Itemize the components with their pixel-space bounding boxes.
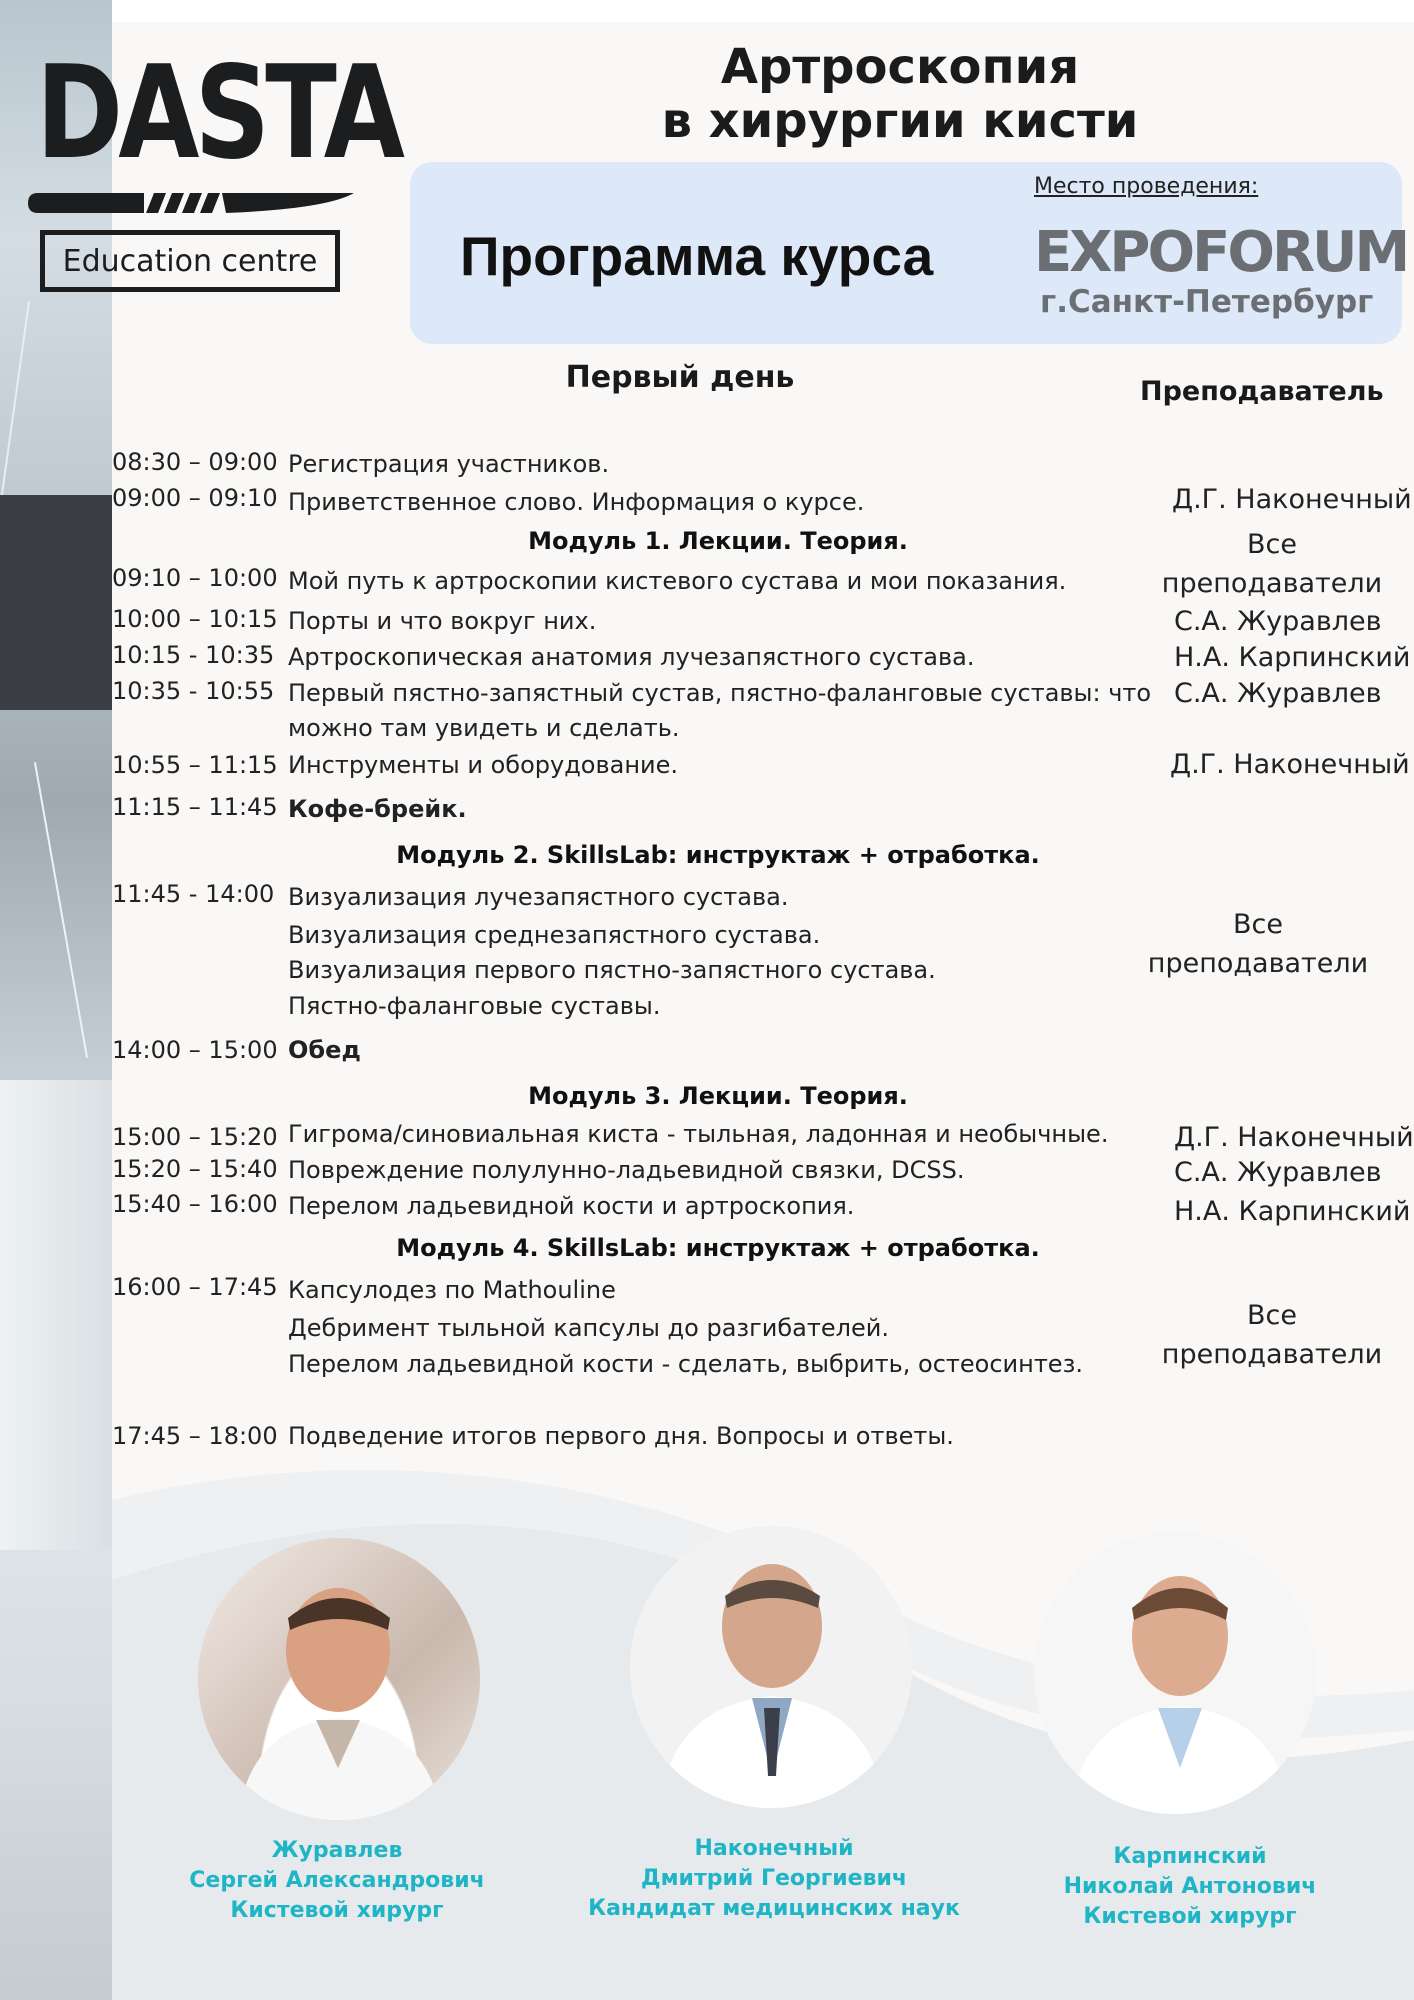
portrait-nakonechny [630,1526,912,1808]
activity: Первый пястно-запястный сустав, пястно-фаланговые суставы: что [288,679,1152,707]
faculty-card [147,1836,527,1926]
module-heading: Модуль 3. Лекции. Теория. [528,1082,908,1110]
activity: Капсулодез по Mathouline [288,1276,616,1304]
person-icon [1034,1532,1316,1814]
knife-icon [26,183,356,223]
faculty-name: Дмитрий Георгиевич [640,1866,908,1891]
program-banner [410,162,1408,344]
logo-brand: DASTA [36,39,401,188]
time-slot: 09:10 – 10:00 [112,564,278,592]
activity: Перелом ладьевидной кости и артроскопия. [288,1192,855,1220]
portrait-zhuravlev [198,1538,480,1820]
person-icon [630,1526,912,1808]
activity: Дебримент тыльной капсулы до разгибателей. [288,1314,889,1342]
activity: Инструменты и оборудование. [288,751,679,779]
coffee-break: Кофе-брейк. [288,795,467,823]
time-slot: 17:45 – 18:00 [112,1422,278,1450]
faculty-name: Николай Антонович [1063,1874,1317,1899]
teacher-name: С.А. Журавлев [1174,678,1382,709]
activity: Перелом ладьевидной кости - сделать, выбрить, остеосинтез. [288,1350,1083,1378]
activity: Регистрация участников. [288,450,610,478]
faculty-surname: Карпинский [1113,1844,1267,1869]
dasta-logo [22,39,401,305]
day-heading: Первый день [565,360,795,395]
activity: Визуализация первого пястно-запястного сустава. [288,956,936,984]
monitor-image [0,495,112,710]
activity: Подведение итогов первого дня. Вопросы и ответы. [288,1422,954,1450]
lunch: Обед [288,1036,361,1064]
time-slot: 15:20 – 15:40 [112,1155,278,1183]
module-heading: Модуль 1. Лекции. Теория. [528,527,908,555]
logo-subtitle: Education centre [40,230,340,292]
teacher-name: Н.А. Карпинский [1174,642,1411,673]
portrait-karpinsky [1034,1532,1316,1814]
faculty-card [1000,1842,1380,1932]
time-slot: 15:00 – 15:20 [112,1123,278,1151]
teacher-all: Все преподаватели [1161,529,1383,599]
time-slot: 15:40 – 16:00 [112,1190,278,1218]
faculty-surname: Наконечный [694,1836,854,1861]
venue-logo: EXPOFORUM [1034,220,1408,285]
time-slot: 10:00 – 10:15 [112,605,278,633]
teacher-all: Все преподаватели [1147,909,1369,979]
activity: Пястно-фаланговые суставы. [288,992,661,1020]
title-line-1: Артроскопия [720,39,1080,95]
teacher-name: Н.А. Карпинский [1174,1196,1411,1227]
activity: Мой путь к артроскопии кистевого сустава и мои показания. [288,567,1067,595]
venue-city: г.Санкт-Петербург [1040,284,1374,320]
activity: Гигрома/синовиальная киста - тыльная, ладонная и необычные. [288,1120,1109,1148]
time-slot: 11:45 - 14:00 [112,880,275,908]
activity: Визуализация лучезапястного сустава. [288,883,789,911]
faculty-role: Кандидат медицинских наук [588,1896,960,1921]
faculty-role: Кистевой хирург [230,1898,444,1923]
course-title [560,40,1240,148]
time-slot: 09:00 – 09:10 [112,484,278,512]
faculty-name: Сергей Александрович [189,1868,485,1893]
teacher-name: Д.Г. Наконечный [1174,1122,1414,1153]
module-heading: Модуль 4. SkillsLab: инструктаж + отработка. [396,1234,1040,1262]
time-slot: 10:35 - 10:55 [112,677,275,705]
teacher-name: Д.Г. Наконечный [1172,484,1412,515]
time-slot: 10:55 – 11:15 [112,751,278,779]
module-heading: Модуль 2. SkillsLab: инструктаж + отработка. [396,841,1040,869]
time-slot: 10:15 - 10:35 [112,641,275,669]
time-slot: 16:00 – 17:45 [112,1273,278,1301]
activity: Артроскопическая анатомия лучезапястного сустава. [288,643,975,671]
program-title: Программа курса [460,225,934,287]
teacher-name: С.А. Журавлев [1174,606,1382,637]
faculty-surname: Журавлев [271,1838,403,1863]
teacher-all: Все преподаватели [1161,1300,1383,1370]
time-slot: 08:30 – 09:00 [112,448,278,476]
teacher-name: С.А. Журавлев [1174,1157,1382,1188]
time-slot: 14:00 – 15:00 [112,1036,278,1064]
faculty-card [584,1834,964,1924]
teacher-heading: Преподаватель [1140,376,1384,407]
venue-label: Место проведения: [1034,174,1259,199]
activity: Повреждение полулунно-ладьевидной связки, DCSS. [288,1156,965,1184]
time-slot: 11:15 – 11:45 [112,793,278,821]
activity-continued: можно там увидеть и сделать. [288,714,680,742]
activity: Приветственное слово. Информация о курсе. [288,488,865,516]
activity: Порты и что вокруг них. [288,607,597,635]
faculty-role: Кистевой хирург [1083,1904,1297,1929]
teacher-name: Д.Г. Наконечный [1170,749,1410,780]
activity: Визуализация среднезапястного сустава. [288,921,821,949]
person-icon [198,1538,480,1820]
title-line-2: в хирургии кисти [661,93,1139,149]
